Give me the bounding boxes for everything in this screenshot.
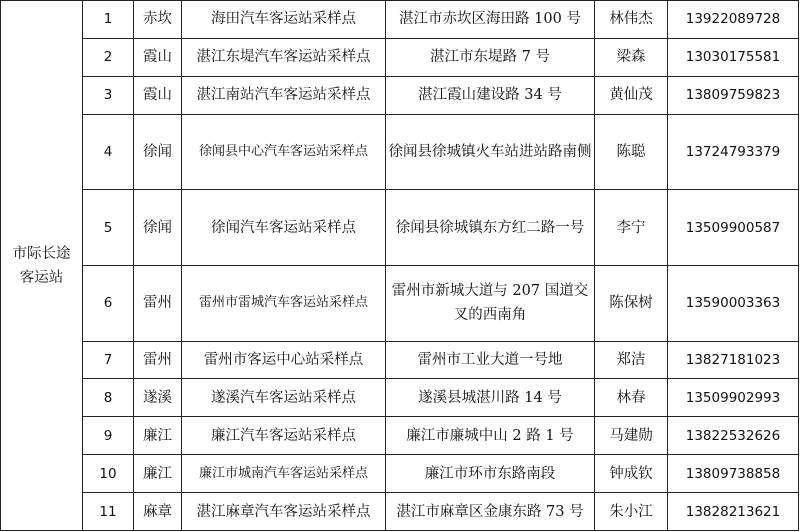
row-number-cell: 10 [83, 455, 134, 493]
contact-person-cell: 林伟杰 [595, 1, 668, 39]
table-row [1, 1, 799, 39]
table-row [1, 493, 799, 531]
address-cell: 徐闻县徐城镇东方红二路一号 [386, 190, 595, 266]
table-row [1, 114, 799, 190]
district-cell: 徐闻 [134, 190, 182, 266]
contact-person-cell: 黄仙茂 [595, 76, 668, 114]
site-name-cell: 湛江东堤汽车客运站采样点 [182, 38, 386, 76]
district-cell: 雷州 [134, 265, 182, 341]
site-name-cell: 徐闻汽车客运站采样点 [182, 190, 386, 266]
district-cell: 麻章 [134, 493, 182, 531]
address-cell: 遂溪县城湛川路 14 号 [386, 379, 595, 417]
phone-number-cell: 13590003363 [668, 265, 799, 341]
row-number-cell: 5 [83, 190, 134, 266]
contact-person-cell: 钟成钦 [595, 455, 668, 493]
group-label-cell: 市际长途 客运站 [1, 1, 83, 531]
site-name-cell: 遂溪汽车客运站采样点 [182, 379, 386, 417]
site-name-cell: 雷州市雷城汽车客运站采样点 [182, 265, 386, 341]
site-name-cell: 雷州市客运中心站采样点 [182, 341, 386, 379]
phone-number-cell: 13822532626 [668, 417, 799, 455]
site-name-cell: 湛江南站汽车客运站采样点 [182, 76, 386, 114]
table-row [1, 38, 799, 76]
contact-person-cell: 林春 [595, 379, 668, 417]
row-number-cell: 7 [83, 341, 134, 379]
row-number-cell: 3 [83, 76, 134, 114]
phone-number-cell: 13509900587 [668, 190, 799, 266]
table-body [1, 1, 799, 531]
row-number-cell: 8 [83, 379, 134, 417]
site-name-cell: 海田汽车客运站采样点 [182, 1, 386, 39]
district-cell: 赤坎 [134, 1, 182, 39]
address-cell: 湛江市东堤路 7 号 [386, 38, 595, 76]
address-cell: 湛江市赤坎区海田路 100 号 [386, 1, 595, 39]
site-name-cell: 湛江麻章汽车客运站采样点 [182, 493, 386, 531]
contact-person-cell: 梁森 [595, 38, 668, 76]
row-number-cell: 1 [83, 1, 134, 39]
address-cell: 廉江市廉城中山 2 路 1 号 [386, 417, 595, 455]
address-cell: 徐闻县徐城镇火车站进站路南侧 [386, 114, 595, 190]
address-cell: 湛江市麻章区金康东路 73 号 [386, 493, 595, 531]
contact-person-cell: 陈保树 [595, 265, 668, 341]
phone-number-cell: 13509902993 [668, 379, 799, 417]
district-cell: 霞山 [134, 76, 182, 114]
district-cell: 遂溪 [134, 379, 182, 417]
site-name-cell: 廉江汽车客运站采样点 [182, 417, 386, 455]
row-number-cell: 9 [83, 417, 134, 455]
phone-number-cell: 13809759823 [668, 76, 799, 114]
district-cell: 霞山 [134, 38, 182, 76]
address-cell: 廉江市环市东路南段 [386, 455, 595, 493]
row-number-cell: 2 [83, 38, 134, 76]
phone-number-cell: 13828213621 [668, 493, 799, 531]
district-cell: 雷州 [134, 341, 182, 379]
table-row [1, 265, 799, 341]
row-number-cell: 4 [83, 114, 134, 190]
address-cell: 雷州市新城大道与 207 国道交叉的西南角 [386, 265, 595, 341]
contact-person-cell: 陈聪 [595, 114, 668, 190]
table-row [1, 455, 799, 493]
site-name-cell: 徐闻县中心汽车客运站采样点 [182, 114, 386, 190]
district-cell: 廉江 [134, 455, 182, 493]
phone-number-cell: 13809738858 [668, 455, 799, 493]
phone-number-cell: 13827181023 [668, 341, 799, 379]
site-name-cell: 廉江市城南汽车客运站采样点 [182, 455, 386, 493]
row-number-cell: 11 [83, 493, 134, 531]
row-number-cell: 6 [83, 265, 134, 341]
table-row [1, 379, 799, 417]
phone-number-cell: 13922089728 [668, 1, 799, 39]
table-row [1, 190, 799, 266]
district-cell: 徐闻 [134, 114, 182, 190]
district-cell: 廉江 [134, 417, 182, 455]
address-cell: 雷州市工业大道一号地 [386, 341, 595, 379]
table-row [1, 417, 799, 455]
phone-number-cell: 13030175581 [668, 38, 799, 76]
contact-person-cell: 朱小江 [595, 493, 668, 531]
address-cell: 湛江霞山建设路 34 号 [386, 76, 595, 114]
table-row [1, 341, 799, 379]
contact-person-cell: 马建勋 [595, 417, 668, 455]
contact-person-cell: 李宁 [595, 190, 668, 266]
table-row [1, 76, 799, 114]
phone-number-cell: 13724793379 [668, 114, 799, 190]
contact-person-cell: 郑洁 [595, 341, 668, 379]
